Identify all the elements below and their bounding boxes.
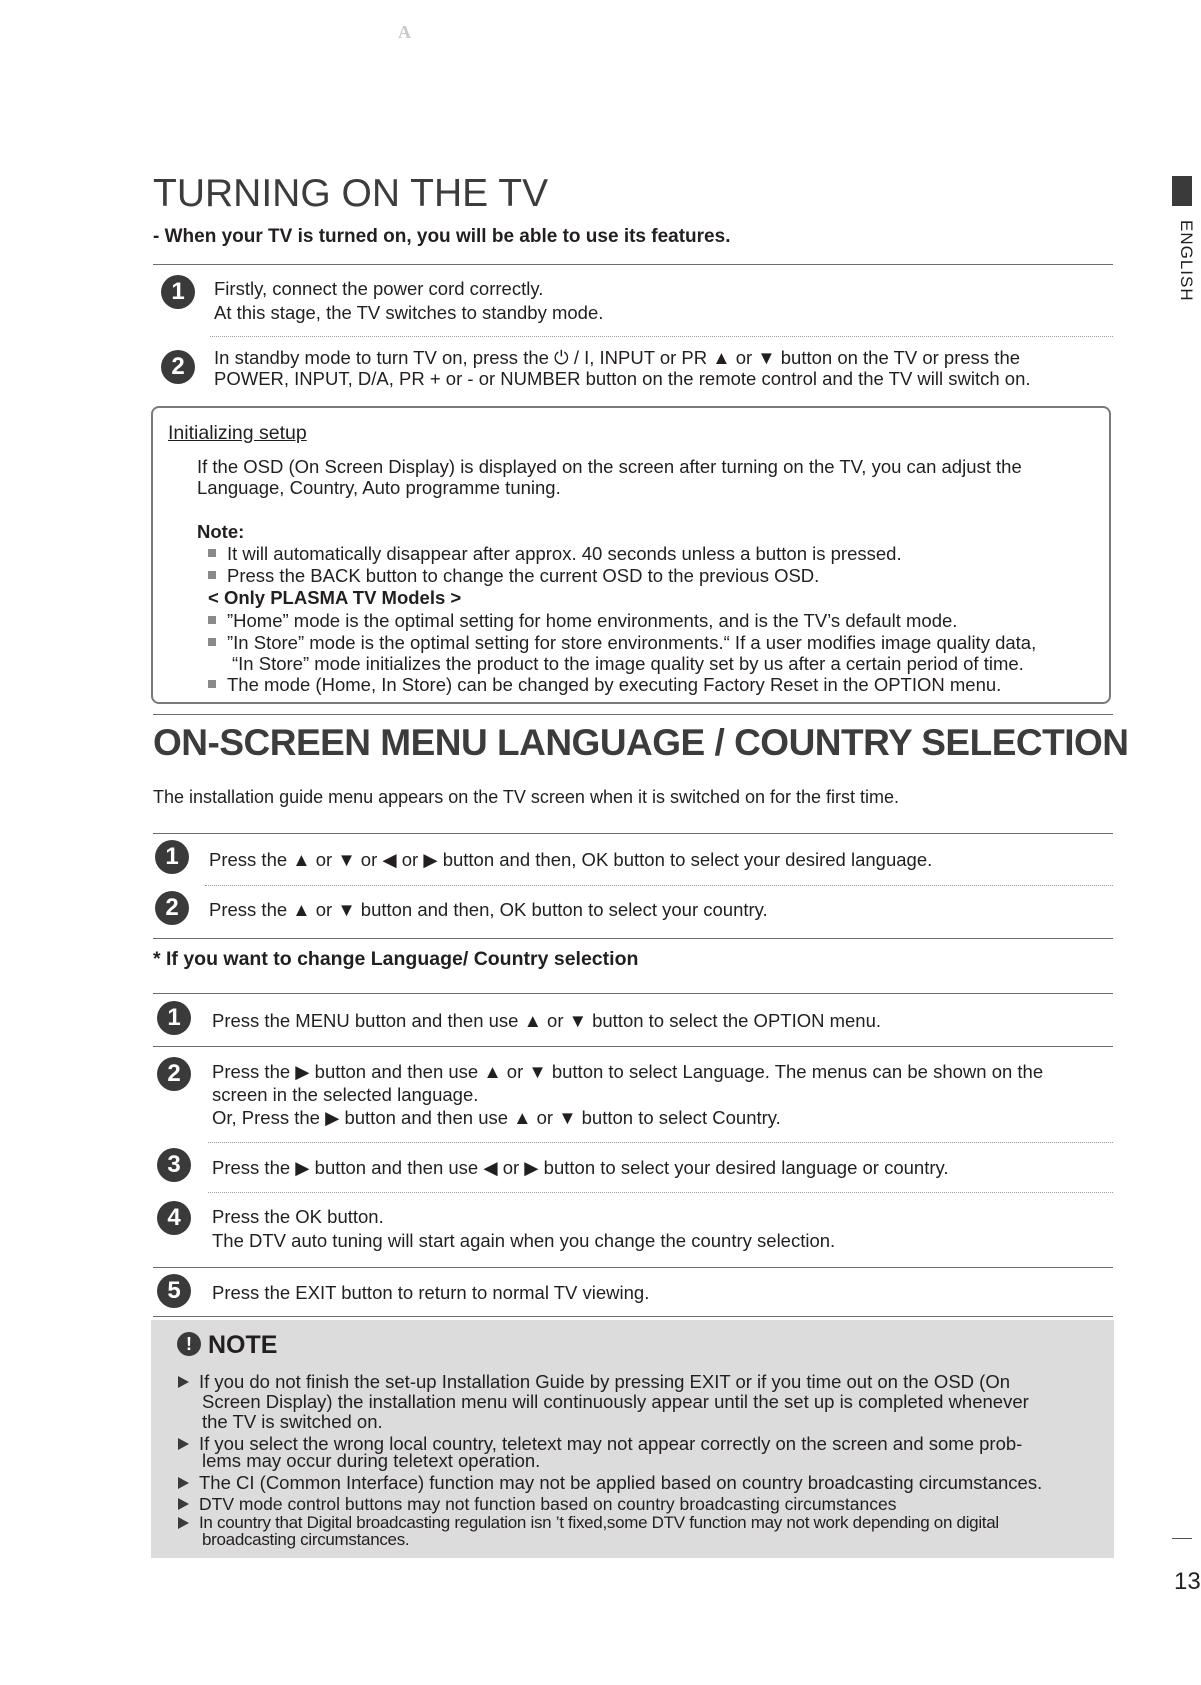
divider [153, 714, 1113, 715]
step-text: Press the EXIT button to return to normal TV viewing. [212, 1282, 650, 1303]
step-text [214, 277, 603, 325]
step-number-1: 1 [157, 1001, 191, 1035]
bullet-text: The mode (Home, In Store) can be changed by executing Factory Reset in the OPTION menu. [227, 674, 1002, 695]
box-line: If the OSD (On Screen Display) is displayed on the screen after turning on the TV, you can adjust the [197, 456, 1022, 477]
divider [153, 1046, 1113, 1047]
section-intro: - When your TV is turned on, you will be able to use its features. [153, 226, 731, 247]
step-line: Or, Press the ▶ button and then use ▲ or ▼ button to select Country. [212, 1107, 781, 1128]
change-selection-heading: * If you want to change Language/ Country selection [153, 948, 639, 970]
step-number-5: 5 [157, 1274, 191, 1308]
triangle-bullet-icon [178, 1477, 189, 1489]
triangle-bullet-icon [178, 1498, 189, 1510]
plasma-models-label: < Only PLASMA TV Models > [208, 587, 462, 608]
step-number-2: 2 [155, 891, 189, 925]
step-number-1: 1 [155, 840, 189, 874]
bullet-item [208, 632, 1036, 653]
step-text [212, 1060, 1043, 1129]
note-text: the TV is switched on. [202, 1411, 383, 1432]
side-tab-marker [1172, 176, 1192, 206]
page-number: 13 [1174, 1568, 1201, 1595]
divider [153, 1316, 1113, 1317]
bullet-item [208, 610, 957, 631]
note-text: lems may occur during teletext operation. [202, 1450, 541, 1471]
divider [153, 264, 1113, 265]
box-paragraph [197, 456, 1022, 498]
corner-mark: A [398, 22, 411, 42]
section-title-turning-on: TURNING ON THE TV [153, 172, 549, 215]
note-item [178, 1372, 1029, 1432]
step-text: Press the ▶ button and then use ◀ or ▶ button to select your desired language or country. [212, 1157, 949, 1178]
dotted-divider [205, 885, 1113, 886]
bullet-text-continued: “In Store” mode initializes the product to the image quality set by us after a certain period of time. [232, 653, 1024, 674]
triangle-bullet-icon [178, 1376, 189, 1388]
step-line: Press the ▶ button and then use ▲ or ▼ button to select Language. The menus can be shown on the [212, 1061, 1044, 1082]
note-title: NOTE [208, 1331, 278, 1359]
note-item [178, 1514, 999, 1548]
square-bullet-icon [208, 549, 216, 557]
step-line: Press the OK button. [212, 1206, 384, 1227]
note-text: DTV mode control buttons may not function based on country broadcasting circumstances [199, 1494, 897, 1514]
step-line: At this stage, the TV switches to standby mode. [214, 302, 604, 323]
bullet-text: ”In Store” mode is the optimal setting for store environments.“ If a user modifies image quality data, [227, 632, 1037, 653]
note-text: Screen Display) the installation menu will continuously appear until the set up is completed whenever [202, 1391, 1029, 1412]
note-label: Note: [197, 521, 245, 542]
step-line: screen in the selected language. [212, 1084, 479, 1105]
triangle-bullet-icon [178, 1438, 189, 1450]
step-text: Press the MENU button and then use ▲ or ▼ button to select the OPTION menu. [212, 1010, 882, 1031]
step-number-2: 2 [157, 1057, 191, 1091]
note-text: If you do not finish the set-up Installation Guide by pressing EXIT or if you time out on the OSD (On [199, 1371, 1011, 1392]
square-bullet-icon [208, 571, 216, 579]
step-line: POWER, INPUT, D/A, PR + or - or NUMBER button on the remote control and the TV will switch on. [214, 368, 1031, 389]
side-language-label: ENGLISH [1177, 220, 1196, 302]
box-line: Language, Country, Auto programme tuning. [197, 477, 561, 498]
note-item [178, 1435, 1022, 1469]
dotted-divider [210, 336, 1113, 337]
step-number-1: 1 [161, 275, 195, 309]
bullet-text: ”Home” mode is the optimal setting for home environments, and is the TV’s default mode. [227, 610, 958, 631]
step-number-2: 2 [161, 350, 195, 384]
bullet-item [208, 565, 819, 586]
note-item [178, 1494, 896, 1514]
note-text: broadcasting circumstances. [202, 1530, 410, 1549]
square-bullet-icon [208, 680, 216, 688]
step-text: Press the ▲ or ▼ button and then, OK button to select your country. [209, 899, 768, 920]
step-number-4: 4 [157, 1201, 191, 1235]
bullet-text: Press the BACK button to change the current OSD to the previous OSD. [227, 565, 820, 586]
section-intro: The installation guide menu appears on the TV screen when it is switched on for the first time. [153, 787, 900, 807]
triangle-bullet-icon [178, 1517, 189, 1529]
step-text [212, 1205, 835, 1253]
divider [153, 993, 1113, 994]
step-text [214, 347, 1031, 389]
step-number-3: 3 [157, 1148, 191, 1182]
note-text: The CI (Common Interface) function may not be applied based on country broadcasting circumstances. [199, 1472, 1043, 1493]
dotted-divider [208, 1192, 1113, 1193]
page-number-divider [1172, 1538, 1192, 1539]
note-text: In country that Digital broadcasting regulation isn ’t fixed,some DTV function may not work depending on digital [199, 1513, 999, 1532]
note-text: If you select the wrong local country, teletext may not appear correctly on the screen and some prob- [199, 1433, 1023, 1454]
note-item [178, 1473, 1042, 1493]
bullet-item [208, 674, 1001, 695]
step-line: In standby mode to turn TV on, press the ⏻ / I, INPUT or PR ▲ or ▼ button on the TV or press the [214, 347, 1021, 368]
bullet-item [208, 543, 902, 564]
step-line: Firstly, connect the power cord correctly. [214, 278, 544, 299]
square-bullet-icon [208, 638, 216, 646]
divider [153, 833, 1113, 834]
section-title-language-country: ON-SCREEN MENU LANGUAGE / COUNTRY SELECTION [153, 722, 1129, 763]
step-text: Press the ▲ or ▼ or ◀ or ▶ button and then, OK button to select your desired language. [209, 849, 933, 870]
dotted-divider [208, 1142, 1113, 1143]
step-line: The DTV auto tuning will start again when you change the country selection. [212, 1230, 836, 1251]
bullet-text: It will automatically disappear after approx. 40 seconds unless a button is pressed. [227, 543, 902, 564]
divider [153, 1267, 1113, 1268]
square-bullet-icon [208, 616, 216, 624]
exclamation-icon: ! [177, 1332, 201, 1356]
box-title: Initializing setup [168, 422, 307, 444]
divider [153, 938, 1113, 939]
